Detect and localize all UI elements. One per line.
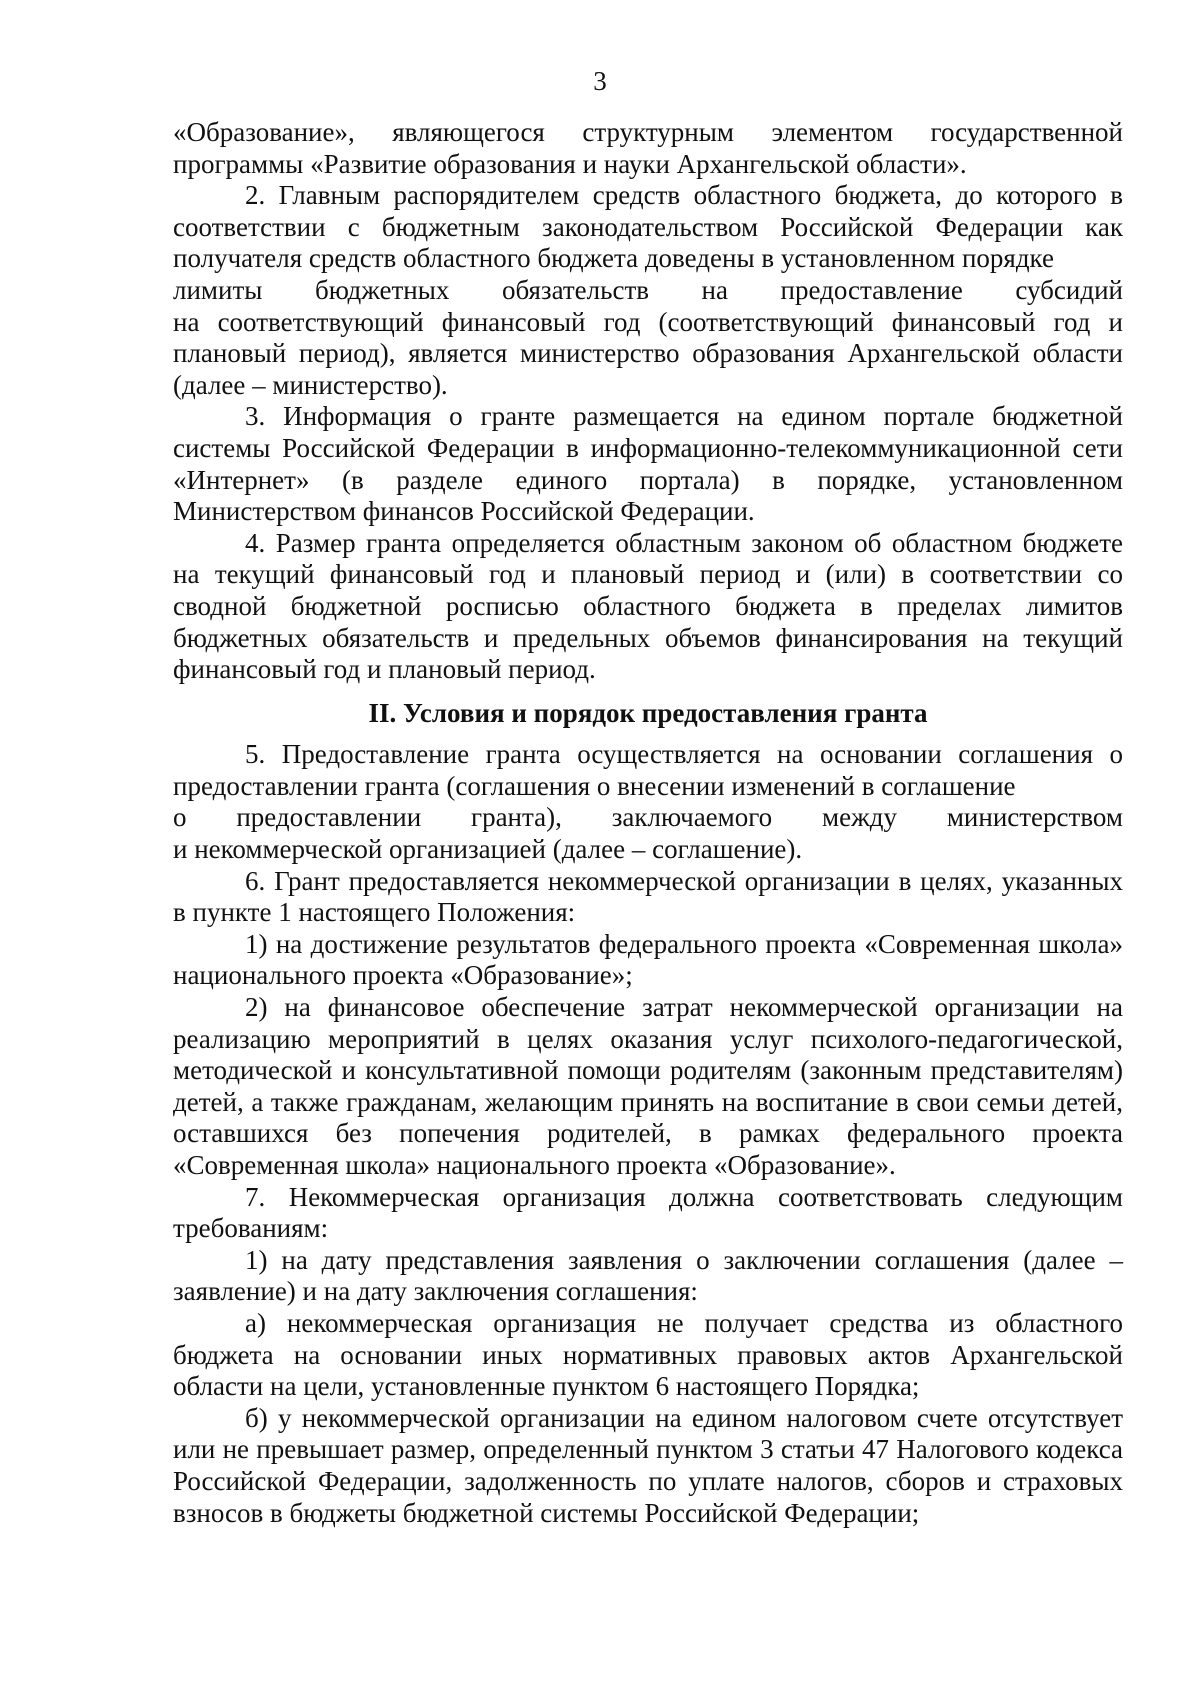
word: гранта),: [471, 802, 562, 833]
word: предоставлении: [236, 802, 422, 833]
paragraph-2: 2. Главным распорядителем средств областного бюджета, до которого в соответствии с бюджетным законодательством Российской Федерации как получателя средств областного бюджета доведены в установленном порядке: [173, 180, 1123, 274]
paragraph-4: 4. Размер гранта определяется областным законом об областном бюджете на текущий финансовый год и плановый период и (или) в соответствии со сводной бюджетной росписью областного бюджета в пределах лимитов бюджетных обязательств и предельных объемов финансирования на текущий финансовый год и плановый период.: [173, 527, 1123, 685]
word: министерством: [946, 802, 1123, 833]
word: между: [822, 802, 897, 833]
paragraph-6-item-1: 1) на достижение результатов федерального проекта «Современная школа» национального проекта «Образование»;: [173, 928, 1123, 991]
word: о: [173, 802, 187, 833]
paragraph-6-item-2: 2) на финансовое обеспечение затрат некоммерческой организации на реализацию мероприятий в целях оказания услуг психолого-педагогической, методической и консультативной помощи родителям (законным представителям) детей, а также гражданам, желающим принять на воспитание в свои семьи детей, оставшихся без попечения родителей, в рамках федерального проекта «Современная школа» национального проекта «Образование».: [173, 992, 1123, 1180]
paragraph-7-item-1: 1) на дату представления заявления о заключении соглашения (далее – заявление) и на дату заключения соглашения:: [173, 1244, 1123, 1307]
section-heading: II. Условия и порядок предоставления гранта: [368, 697, 928, 728]
word: заключаемого: [611, 802, 773, 833]
page-number: 3: [593, 66, 607, 96]
paragraph-7: 7. Некоммерческая организация должна соответствовать следующим требованиям:: [173, 1181, 1123, 1244]
word: на: [701, 274, 728, 305]
paragraph-6: 6. Грант предоставляется некоммерческой организации в целях, указанных в пункте 1 настоящего Положения:: [173, 865, 1123, 928]
paragraph-5: 5. Предоставление гранта осуществляется на основании соглашения о предоставлении гранта (соглашения о внесении изменений в соглашение: [173, 739, 1123, 801]
paragraph-2-justified-line: [173, 275, 1123, 307]
paragraph-2-tail: на соответствующий финансовый год (соответствующий финансовый год и плановый период), является министерство образования Архангельской области (далее – министерство).: [173, 306, 1123, 400]
word: субсидий: [1015, 274, 1123, 305]
paragraph-3: 3. Информация о гранте размещается на едином портале бюджетной системы Российской Федерации в информационно-телекоммуникационной сети «Интернет» (в разделе единого портала) в порядке, установленном Министерством финансов Российской Федерации.: [173, 401, 1123, 527]
word: бюджетных: [314, 274, 450, 305]
paragraph-7-item-a: а) некоммерческая организация не получает средства из областного бюджета на основании иных нормативных правовых актов Архангельской области на цели, установленные пунктом 6 настоящего Порядка;: [173, 1307, 1123, 1402]
paragraph-continuation: «Образование», являющегося структурным элементом государственной программы «Развитие образования и науки Архангельской области».: [173, 117, 1123, 179]
document-body: [173, 117, 1123, 1529]
paragraph-5-justified-line: [173, 802, 1123, 834]
paragraph-5-tail: и некоммерческой организацией (далее – соглашение).: [173, 834, 803, 865]
paragraph-7-item-b: б) у некоммерческой организации на едином налоговом счете отсутствует или не превышает размер, определенный пунктом 3 статьи 47 Налогового кодекса Российской Федерации, задолженность по уплате налогов, сборов и страховых взносов в бюджеты бюджетной системы Российской Федерации;: [173, 1402, 1123, 1528]
word: обязательств: [501, 274, 649, 305]
word: предоставление: [780, 274, 963, 305]
word: лимиты: [173, 274, 263, 305]
